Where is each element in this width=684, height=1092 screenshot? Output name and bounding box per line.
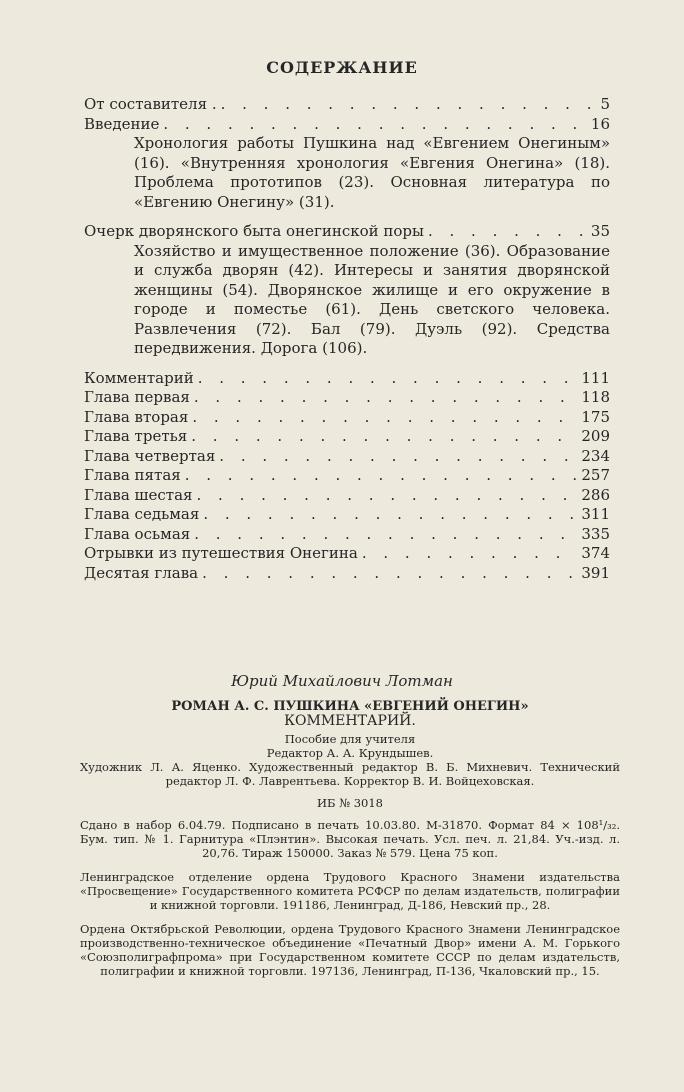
ib-number: ИБ № 3018 (317, 796, 383, 810)
dot-leader (219, 447, 577, 465)
toc-entry (84, 564, 610, 584)
toc-entry-page: 175 (581, 407, 610, 426)
toc-entry-label: От составителя . (84, 95, 217, 113)
toc-entry (84, 408, 610, 428)
toc-entry-page: 286 (581, 485, 610, 504)
toc-entry (84, 544, 610, 564)
toc-entry-page: 209 (581, 427, 610, 445)
table-of-contents (84, 95, 610, 583)
dot-leader (192, 408, 577, 426)
dot-leader (428, 222, 587, 240)
publisher-info: Ленинградское отделение ордена Трудового Красного Знамени издательства «Просвещение» Государственного комитета РСФСР по делам издательств, полиграфии и книжной торговли. 191186, Ленинград, Д-186, Невский пр., 28. (80, 870, 620, 912)
printer-info: Ордена Октябрьской Революции, ордена Трудового Красного Знамени Ленинградское производственно-техническое объединение «Печатный Двор» имени А. М. Горького «Союзполиграфпрома» при Государственном комитете СССР по делам издательств, полиграфии и книжной торговли. 197136, Ленинград, П-136, Чкаловский пр., 15. (80, 922, 620, 978)
toc-entry-label: Комментарий (84, 368, 194, 387)
toc-entry-page: 335 (581, 524, 610, 543)
toc-entry (84, 486, 610, 506)
toc-entry (84, 388, 610, 408)
dot-leader (203, 505, 577, 523)
toc-entry-label: Десятая глава (84, 563, 199, 582)
book-subtitle: КОММЕНТАРИЙ. (284, 713, 416, 729)
editor: Редактор А. А. Крундышев. (266, 746, 434, 760)
toc-entry-label: Глава третья (84, 427, 188, 445)
toc-entry-page: 257 (581, 466, 610, 484)
dot-leader (194, 388, 577, 406)
toc-entry-label: Глава шестая (84, 485, 193, 504)
toc-entry-subtopics: Хозяйство и имущественное положение (36). Образование и служба дворян (42). Интересы и занятия дворянской женщины (54). Дворянское жилище и его окружение в городе и поместье (61). День светского человека. Развлечения (72). Бал (79). Дуэль (92). Средства передвижения. Дорога (106). (134, 241, 610, 357)
book-title: РОМАН А. С. ПУШКИНА «ЕВГЕНИЙ ОНЕГИН» (171, 699, 529, 714)
dot-leader (362, 544, 578, 562)
dot-leader (197, 486, 578, 504)
toc-entry-page: 311 (581, 505, 610, 523)
toc-entry-subtopics: Хронология работы Пушкина над «Евгением Онегиным» (16). «Внутренняя хронология «Евгения Онегина» (18). Проблема прототипов (23). Основная литература по «Евгению Онегину» (31). (134, 134, 610, 211)
toc-entry-label: Глава осьмая (84, 524, 191, 543)
toc-entry-label: Очерк дворянского быта онегинской поры (84, 222, 424, 240)
toc-entry-label: Глава четвертая (84, 446, 216, 465)
dot-leader (194, 525, 577, 543)
toc-entry-page: 111 (581, 368, 610, 387)
dot-leader (185, 466, 578, 484)
toc-entry (84, 222, 610, 242)
toc-entry (84, 115, 610, 135)
dot-leader (163, 115, 587, 133)
toc-entry (84, 505, 610, 525)
toc-entry (84, 427, 610, 447)
book-type: Пособие для учителя (284, 732, 416, 746)
toc-entry-label: Отрывки из путешествия Онегина (84, 544, 358, 562)
dot-leader (198, 369, 578, 387)
toc-entry-page: 16 (590, 114, 610, 133)
toc-entry-label: Глава вторая (84, 407, 189, 426)
toc-entry-page: 391 (581, 563, 610, 582)
page-title: СОДЕРЖАНИЕ (266, 58, 418, 77)
toc-entry (84, 447, 610, 467)
toc-entry-page: 234 (581, 446, 610, 465)
toc-entry-page: 374 (581, 544, 610, 562)
credits: Художник Л. А. Яценко. Художественный редактор В. Б. Михневич. Технический редактор Л. Ф. Лаврентьева. Корректор В. И. Войцеховская. (80, 760, 620, 788)
print-info: Сдано в набор 6.04.79. Подписано в печать 10.03.80. М-31870. Формат 84 × 108¹/₃₂. Бум. тип. № 1. Гарнитура «Плэнтин». Высокая печать. Усл. печ. л. 21,84. Уч.-изд. л. 20,76. Тираж 150000. Заказ № 579. Цена 75 коп. (80, 818, 620, 860)
toc-entry-label: Введение (84, 114, 160, 133)
imprint (80, 700, 620, 978)
toc-entry (84, 95, 610, 115)
dot-leader (221, 95, 597, 113)
dot-leader (191, 427, 577, 445)
toc-entry-label: Глава первая (84, 388, 190, 406)
toc-entry-page: 5 (600, 95, 610, 113)
author-name: Юрий Михайлович Лотман (231, 672, 453, 690)
toc-entry (84, 466, 610, 486)
dot-leader (202, 564, 577, 582)
toc-entry (84, 525, 610, 545)
toc-entry-label: Глава седьмая (84, 505, 200, 523)
toc-entry (84, 369, 610, 389)
toc-entry-page: 35 (590, 222, 610, 240)
toc-entry-page: 118 (581, 388, 610, 406)
toc-entry-label: Глава пятая (84, 466, 181, 484)
